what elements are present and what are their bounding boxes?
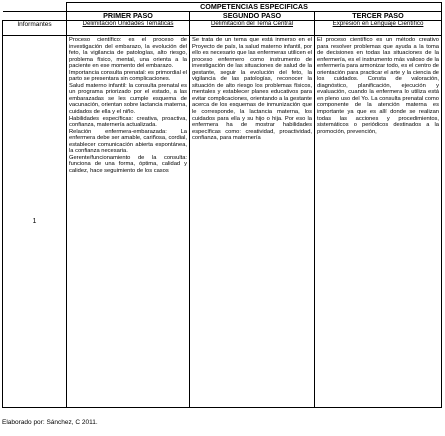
primer-paso-cell [67, 36, 190, 408]
informante-number: 1 [3, 36, 67, 408]
primer-paragraph: Importancia consulta prenatal: es primordial el parto se presentara sin complicaciones. [69, 69, 187, 83]
subheader-primer-text: Delimitación Unidades Temáticas [82, 20, 174, 27]
primer-paragraph: Salud materno infantil: la consulta prenatal es un programa priorizado por el estado, a las embarazadas se les cumple esquema de vacunación, orientan sobre lactancia materna, cuidados de ella y el niño. [69, 82, 187, 116]
primer-paragraph: Gerente/funcionamiento de la consulta: funciona de una forma, óptima, calidad y calidez, hace seguimiento de los casos [69, 154, 187, 174]
column-header-primer-paso: PRIMER PASO [67, 12, 190, 21]
table-title: COMPETENCIAS ESPECIFICAS [67, 3, 442, 12]
footer-source: Elaborado por: Sánchez, C 2011. [2, 419, 98, 426]
primer-paragraph: Relación enfermera-embarazada: La enfermera debe ser amable, cariñosa, cordial, establecer comunicación abierta espontánea, la confianza necesaria. [69, 128, 187, 155]
primer-paragraph: Proceso científico: es el proceso de investigación del embarazo, la evolución del feto, la vigilancia de patologías, alto riesgo, problema físico, mental, una orienta a la paciente en ese momento del embarazo. [69, 37, 187, 70]
subheader-tercer [315, 21, 442, 36]
segundo-paso-cell [190, 36, 315, 408]
tercer-paso-cell [315, 36, 442, 408]
subheader-tercer-text: Expresión en Lenguaje Científico [332, 20, 424, 27]
empty-corner-cell [3, 3, 67, 12]
empty-corner-cell-2 [3, 12, 67, 21]
primer-paragraph: Habilidades específicas: creativa, proactiva, confianza, maternería actualizada. [69, 115, 187, 129]
column-header-tercer-paso: TERCER PASO [315, 12, 442, 21]
informantes-header: Informantes [3, 21, 67, 36]
subheader-segundo [190, 21, 315, 36]
segundo-paragraph: Se trata de un tema que está inmerso en el Proyecto de país, la salud materno infantil, por ello es necesario que las enfermeras utilicen el proceso enfermero como instrumento de investigación de las situaciones de salud de la gestante, seguir la evolución del feto, la vigilancia de las patologías, reconocer la situación de alto riesgo los problemas físicos, mentales y establecer planes educativos para evitar complicaciones, orientando a la gestante acerca de los esquemas de inmunización que le corresponde, la lactancia materna, los cuidados para ella y su hijo o hija. Por eso la enfermera ha de mostrar habilidades específicas como: creatividad, proactividad, confianza, para maternería [192, 37, 312, 142]
tercer-paragraph: El proceso científico es un método creativo para resolver problemas que ayuda a la toma de decisiones en todas las situaciones de la enfermería, es el instrumento más valioso de la enfermería para armonizar todo, es el centro de orientación para practicar el arte y la ciencia de los cuidados. Consta de valoración, diagnóstico, planificación, ejecución y evaluación, cuando la enfermera lo utiliza está en pleno uso del Yo. La consulta prenatal como componente de la atención materna es importante ya que es allí donde se realizan todas las acciones y procedimientos, sistemáticos o periódicos destinados a la promoción, prevención, [317, 37, 439, 135]
competencias-table [2, 2, 442, 408]
subheader-primer [67, 21, 190, 36]
column-header-segundo-paso: SEGUNDO PASO [190, 12, 315, 21]
subheader-segundo-text: Delimitación del Tema Central [210, 20, 294, 27]
